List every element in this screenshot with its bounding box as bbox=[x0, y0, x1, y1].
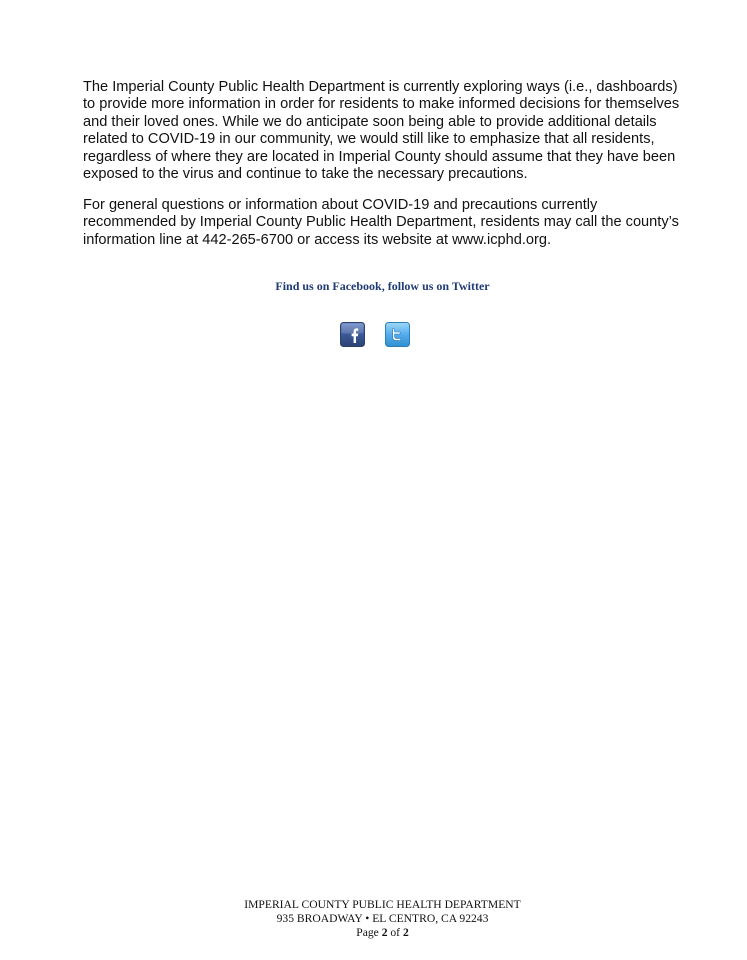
twitter-icon[interactable] bbox=[385, 322, 410, 347]
page-number bbox=[0, 926, 747, 940]
paragraph-line: to provide more information in order for residents to make informed decisions for themselves bbox=[83, 96, 680, 113]
page-total: 2 bbox=[402, 926, 409, 939]
paragraph-dashboards bbox=[83, 79, 693, 183]
paragraph-line: exposed to the virus and continue to take the necessary precautions. bbox=[83, 166, 528, 183]
paragraph-line: For general questions or information about COVID-19 and precautions currently bbox=[83, 197, 598, 213]
facebook-icon[interactable] bbox=[340, 322, 365, 347]
social-icons bbox=[340, 322, 410, 347]
social-heading: Find us on Facebook, follow us on Twitter bbox=[275, 279, 490, 293]
paragraph-line: recommended by Imperial County Public Health Department, residents may call the county’s bbox=[83, 214, 679, 231]
footer-address: 935 BROADWAY • EL CENTRO, CA 92243 bbox=[276, 912, 489, 925]
page-prefix: Page bbox=[356, 926, 382, 939]
paragraph-line: and their loved ones. While we do anticipate soon being able to provide additional details bbox=[83, 113, 657, 130]
page-current: 2 bbox=[381, 926, 388, 939]
footer-department: IMPERIAL COUNTY PUBLIC HEALTH DEPARTMENT bbox=[244, 898, 521, 911]
page-of: of bbox=[387, 926, 403, 939]
paragraph-line: information line at 442-265-6700 or access its website at www.icphd.org. bbox=[83, 231, 552, 248]
page-footer bbox=[0, 898, 747, 940]
paragraph-line: The Imperial County Public Health Department is currently exploring ways (i.e., dashboards) bbox=[83, 79, 678, 95]
paragraph-contact-info bbox=[83, 197, 693, 249]
paragraph-line: regardless of where they are located in Imperial County should assume that they have been bbox=[83, 148, 676, 165]
paragraph-line: related to COVID-19 in our community, we would still like to emphasize that all residents, bbox=[83, 131, 655, 148]
